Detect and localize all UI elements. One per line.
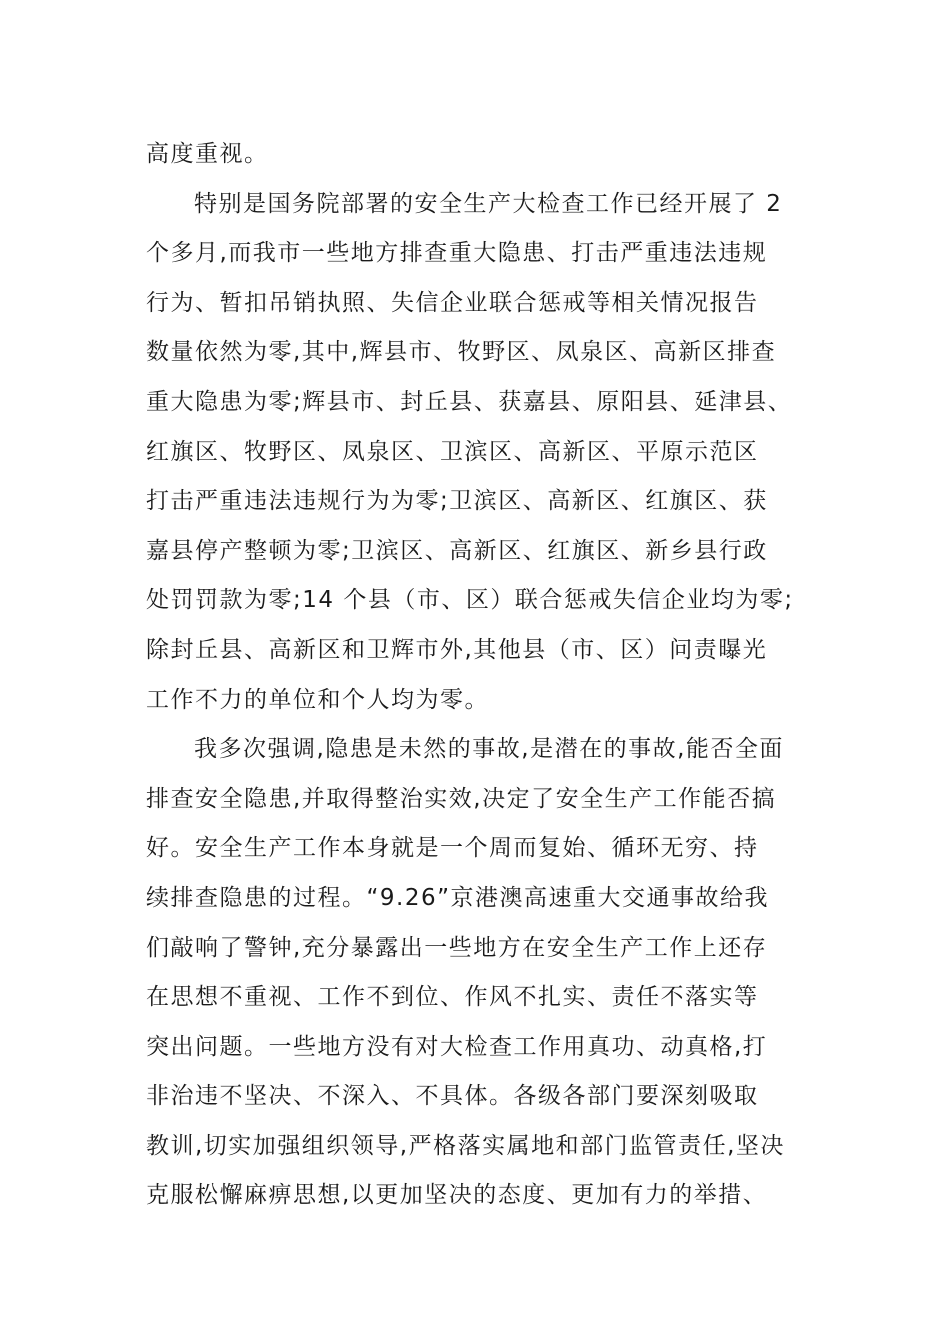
text-line: 个多月,而我市一些地方排查重大隐患、打击严重违法违规 — [146, 240, 768, 267]
text-line: 除封丘县、高新区和卫辉市外,其他县（市、区）问责曝光 — [146, 636, 768, 663]
text-line: 工作不力的单位和个人均为零。 — [146, 686, 489, 713]
text-line: 处罚罚款为零;14 个县（市、区）联合惩戒失信企业均为零; — [146, 587, 794, 614]
paragraph-first-line: 我多次强调,隐患是未然的事故,是潜在的事故,能否全面 — [194, 736, 784, 763]
body-text — [146, 130, 836, 1221]
text-line: 们敲响了警钟,充分暴露出一些地方在安全生产工作上还存 — [146, 934, 768, 961]
text-line: 突出问题。一些地方没有对大检查工作用真功、动真格,打 — [146, 1033, 768, 1060]
text-line: 续排查隐患的过程。“9.26”京港澳高速重大交通事故给我 — [146, 884, 770, 911]
paragraph-first-line: 特别是国务院部署的安全生产大检查工作已经开展了 2 — [194, 190, 783, 217]
text-line: 好。安全生产工作本身就是一个周而复始、循环无穷、持 — [146, 835, 759, 862]
text-line: 红旗区、牧野区、凤泉区、卫滨区、高新区、平原示范区 — [146, 438, 759, 465]
text-line: 在思想不重视、工作不到位、作风不扎实、责任不落实等 — [146, 984, 759, 1011]
text-line: 非治违不坚决、不深入、不具体。各级各部门要深刻吸取 — [146, 1083, 759, 1110]
text-line: 排查安全隐患,并取得整治实效,决定了安全生产工作能否搞 — [146, 785, 777, 812]
text-line: 数量依然为零,其中,辉县市、牧野区、凤泉区、高新区排查 — [146, 339, 777, 366]
text-line: 嘉县停产整顿为零;卫滨区、高新区、红旗区、新乡县行政 — [146, 537, 768, 564]
text-line: 教训,切实加强组织领导,严格落实属地和部门监管责任,坚决 — [146, 1132, 785, 1159]
text-line: 重大隐患为零;辉县市、封丘县、获嘉县、原阳县、延津县、 — [146, 388, 793, 415]
text-line: 高度重视。 — [146, 141, 269, 167]
text-line: 行为、暂扣吊销执照、失信企业联合惩戒等相关情况报告 — [146, 289, 759, 316]
text-line: 打击严重违法违规行为为零;卫滨区、高新区、红旗区、获 — [146, 488, 768, 515]
text-line: 克服松懈麻痹思想,以更加坚决的态度、更加有力的举措、 — [146, 1182, 768, 1209]
